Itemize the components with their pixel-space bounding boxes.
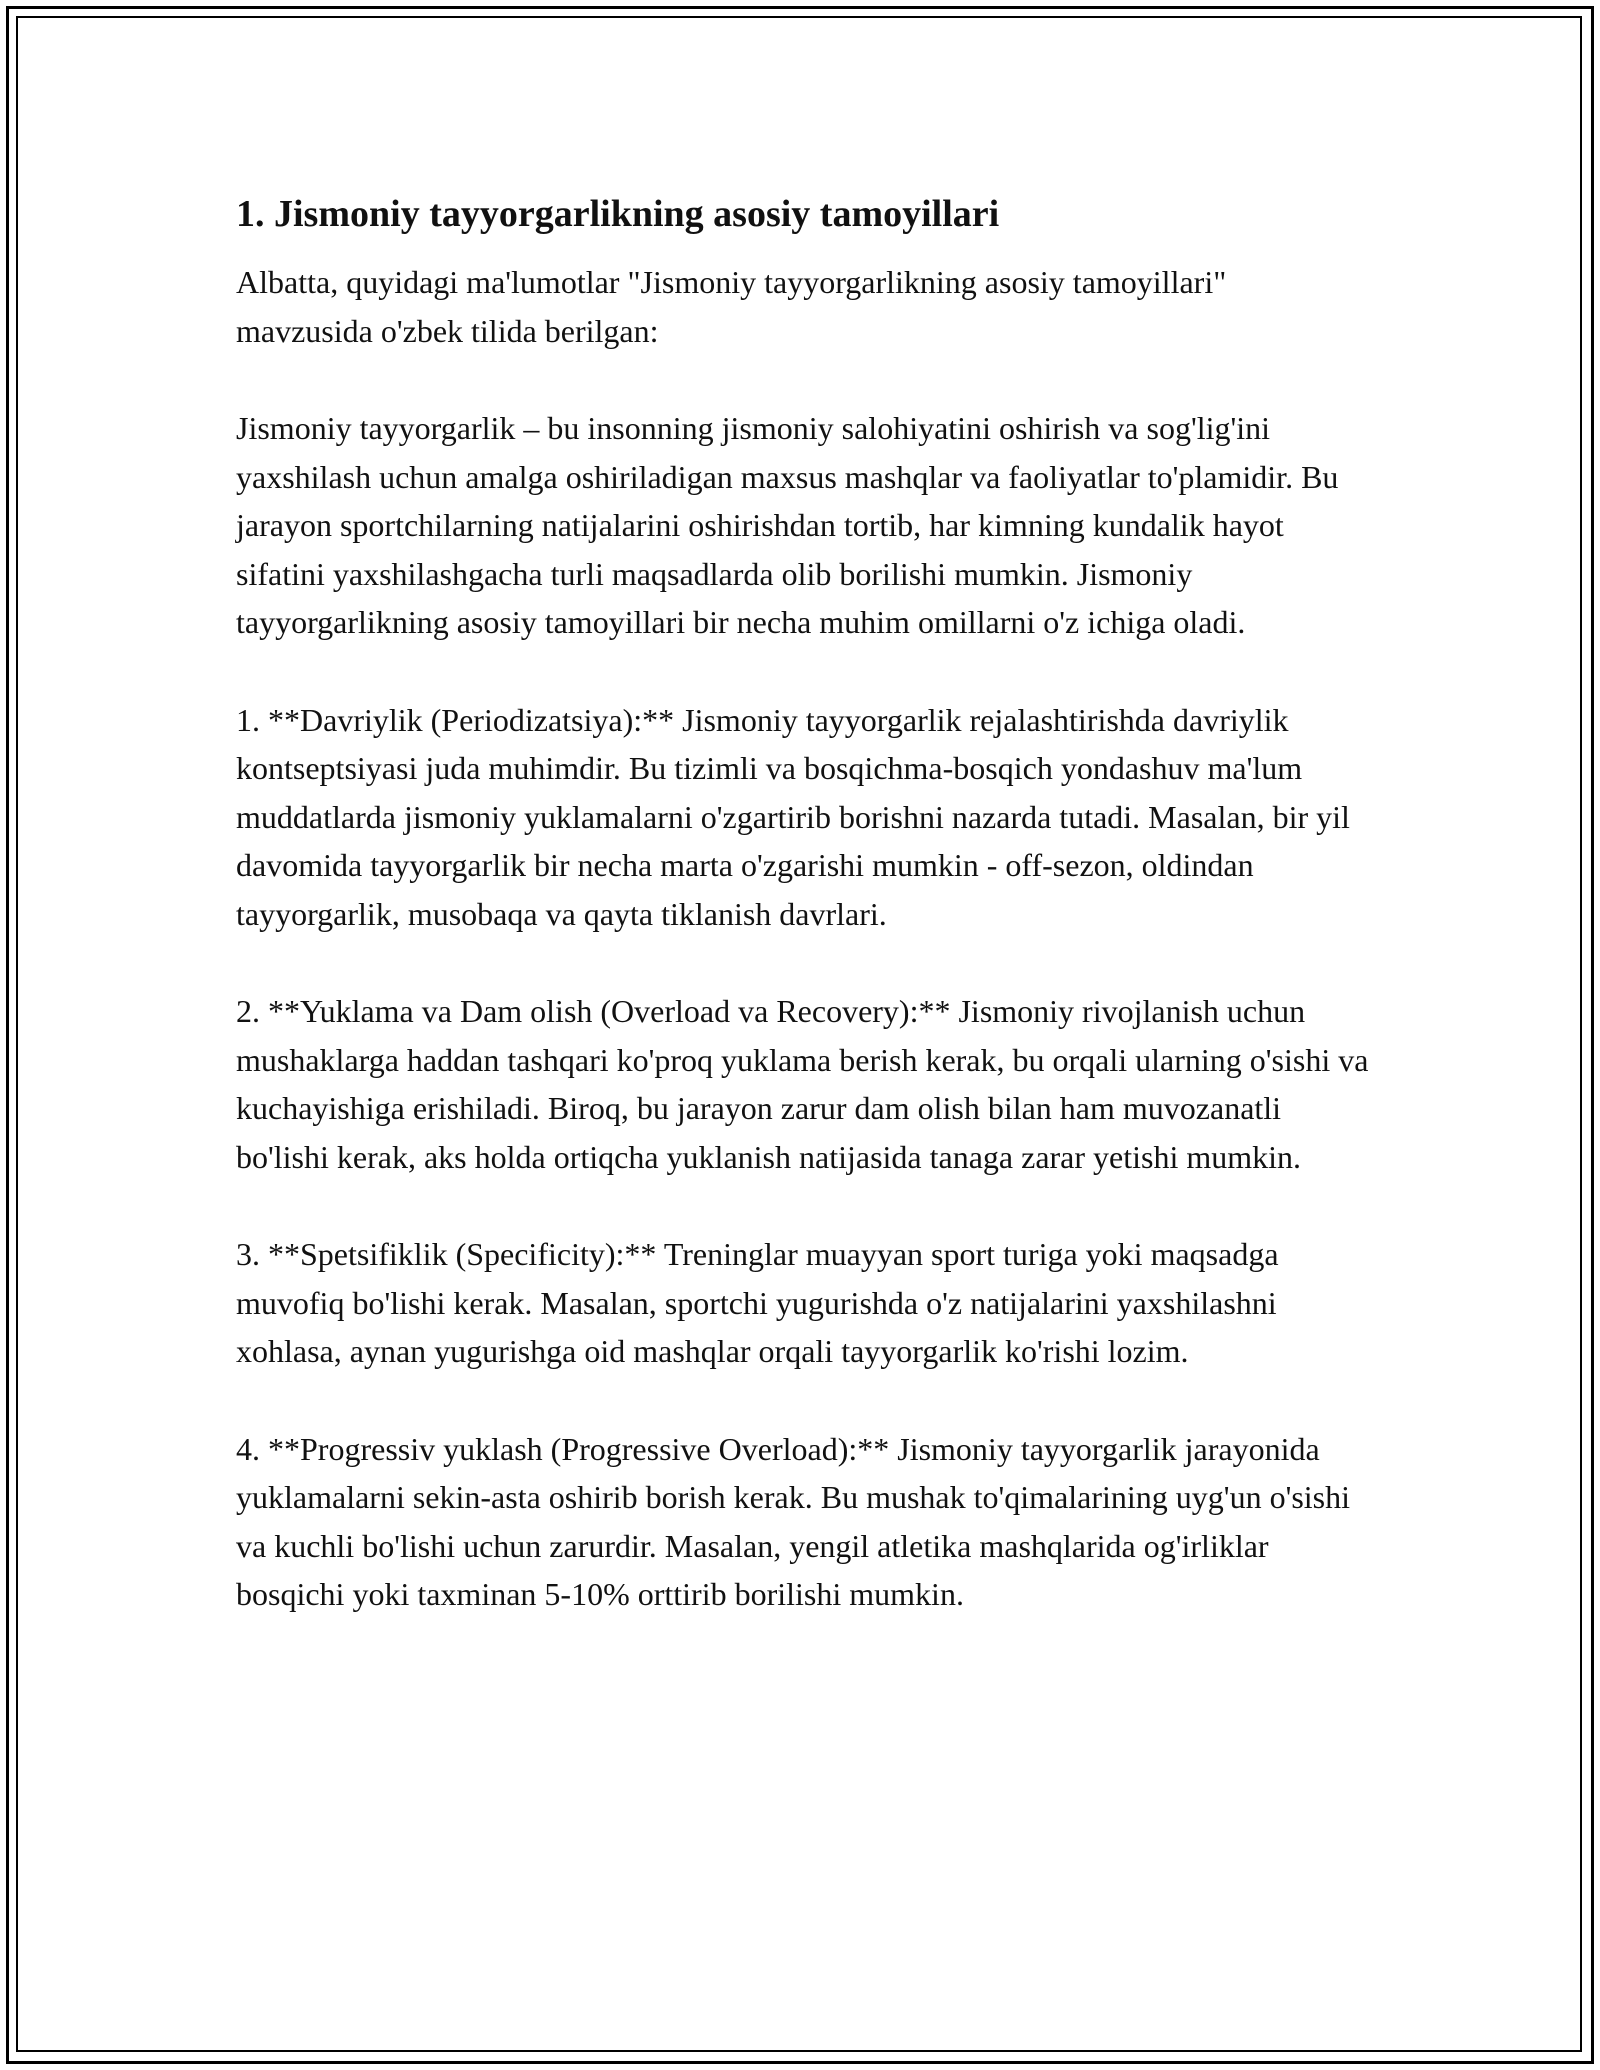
document-body [236,188,1370,1668]
document-title: 1. Jismoniy tayyorgarlikning asosiy tamoyillari [236,193,1000,235]
principle-specificity-paragraph: 3. **Spetsifiklik (Specificity):** Treninglar muayyan sport turiga yoki maqsadga muvofiq bo'lishi kerak. Masalan, sportchi yugurishda o'z natijalarini yaxshilashni xohlasa, aynan yugurishga oid mashqlar orqali tayyorgarlik ko'rishi lozim. [236,1236,1279,1369]
principle-progressive-overload-paragraph: 4. **Progressiv yuklash (Progressive Overload):** Jismoniy tayyorgarlik jarayonida yuklamalarni sekin-asta oshirib borish kerak. Bu mushak to'qimalarining uyg'un o'sishi va kuchli bo'lishi uchun zarurdir. Masalan, yengil atletika mashqlarida og'irliklar bosqichi yoki taxminan 5-10% orttirib borilishi mumkin. [236,1430,1351,1612]
definition-paragraph: Jismoniy tayyorgarlik – bu insonning jismoniy salohiyatini oshirish va sog'lig'ini yaxshilash uchun amalga oshiriladigan maxsus mashqlar va faoliyatlar to'plamidir. Bu jarayon sportchilarning natijalarini oshirishdan tortib, har kimning kundalik hayot sifatini yaxshilashgacha turli maqsadlarda olib borilishi mumkin. Jismoniy tayyorgarlikning asosiy tamoyillari bir necha muhim omillarni o'z ichiga oladi. [236,410,1339,640]
principle-periodization-paragraph: 1. **Davriylik (Periodizatsiya):** Jismoniy tayyorgarlik rejalashtirishda davriylik kontseptsiyasi juda muhimdir. Bu tizimli va bosqichma-bosqich yondashuv ma'lum muddatlarda jismoniy yuklamalarni o'zgartirib borishni nazarda tutadi. Masalan, bir yil davomida tayyorgarlik bir necha marta o'zgarishi mumkin - off-sezon, oldindan tayyorgarlik, musobaqa va qayta tiklanish davrlari. [236,701,1350,932]
principle-overload-recovery-paragraph: 2. **Yuklama va Dam olish (Overload va Recovery):** Jismoniy rivojlanish uchun mushaklarga haddan tashqari ko'proq yuklama berish kerak, bu orqali ularning o'sishi va kuchayishiga erishiladi. Biroq, bu jarayon zarur dam olish bilan ham muvozanatli bo'lishi kerak, aks holda ortiqcha yuklanish natijasida tanaga zarar yetishi mumkin. [236,993,1369,1175]
intro-paragraph: Albatta, quyidagi ma'lumotlar "Jismoniy tayyorgarlikning asosiy tamoyillari" mavzusida o'zbek tilida berilgan: [236,264,1227,349]
